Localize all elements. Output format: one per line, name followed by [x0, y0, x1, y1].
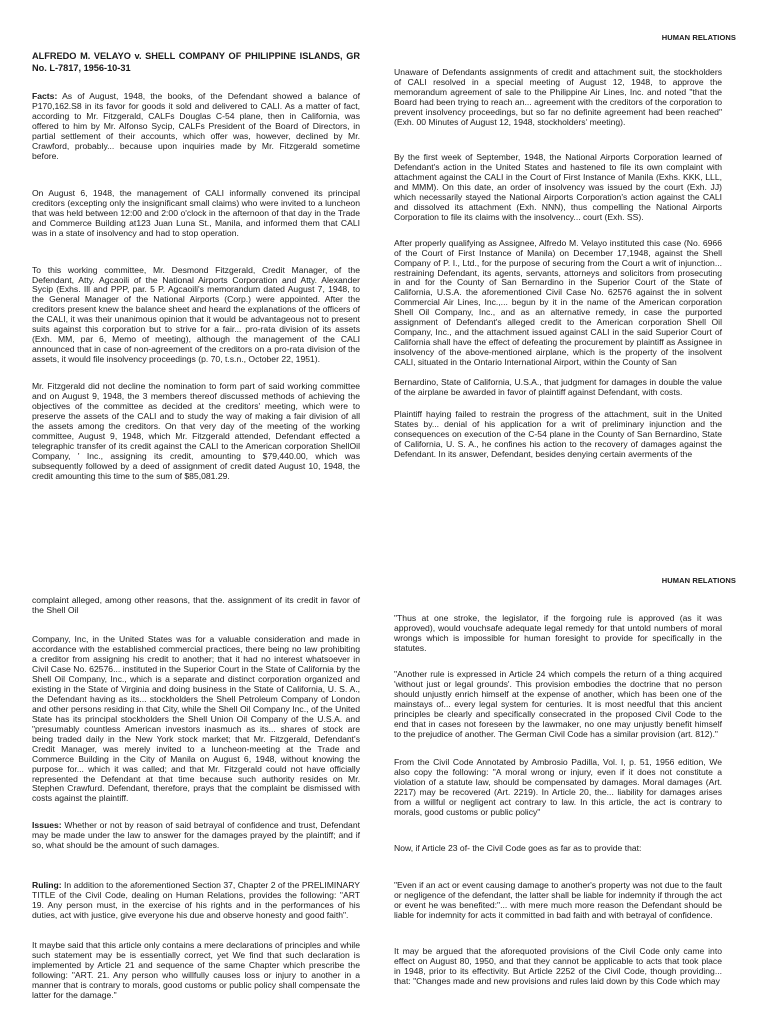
- issues-text: Whether or not by reason of said betrayal of confidence and trust, Defendant may be made under the law to answer for the damages prayed by the plaintiff; and if so, what should be the amount of such damages.: [32, 820, 360, 851]
- right-column: [394, 68, 722, 477]
- paragraph: "Even if an act or event causing damage to another's property was not due to the fault or negligence of the defendant, the latter shall be liable for indemnity if through the act or event he was benefited:"... with mere much more reason the Defendant should be liable for indemnity for acts it committed in bad faith and with betrayal of confidence.: [394, 880, 722, 921]
- paragraph-facts: [32, 92, 360, 162]
- facts-text: As of August, 1948, the books, of the Defendant showed a balance of P170,162.S8 in its favor for goods it sold and delivered to CALI. As a matter of fact, according to Mr. Fitzgerald, CALFs Douglas C-54 plane, then in California, was offered to him by Mr. Alfonso Sycip, CALFs President of the Board of Directors, in partial settlement of their accounts, which offer was, however, declined by Mr. Crawford, probably... because upon inquiries made by Mr. Fitzgerald sometime before.: [32, 90, 360, 161]
- paragraph: By the first week of September, 1948, the National Airports Corporation learned of Defendant's action in the United States and hastened to file its own complaint with attachment against the CALI in the Court of First Instance of Manila (Exhs. KKK, LLL, and MMM). On this date, an order of insolvency was issued by the court (Exh. JJ) which necessarily stayed the National Airports Corporation's action against the CALI and dissolved its attachment (Exh. NNN), thus compelling the National Airports Corporation to file its claims with the insolvency... court (Exh. SS).: [394, 151, 722, 222]
- paragraph: Now, if Article 23 of- the Civil Code goes as far as to provide that:: [394, 843, 642, 854]
- paragraph: Company, Inc, in the United States was for a valuable consideration and made in accordance with the established commercial practices, there being no law prohibiting a creditor from assigning his credit to another; that it had no interest whatsoever in Civil Case No. 62576... instituted in the Superior Court in the State of California by the Shell Oil Company, Inc., which is a separate and distinct corporation organized and existing in the State of Virginia and doing business in the State of California, U. S. A., the Defendant having as its... stockholders the Shell Petroleum Company of London and other persons residing in that City, while the Shell Oil Company Inc., of the United State has its principal stockholders the Shell Union Oil Company of the U.S.A. and "presumably countless American investors inasmuch as its... shares of stock are being traded daily in the New York stock market; that Mr. Fitzgerald, Defendant's Credit Manager, was merely invited to a luncheon-meeting at the Trade and Commerce Building in the City of Manila on August 6, 1948, without knowing the purpose for... which it was called; and that Mr. Fitzgerald could not have officially represented the Defendant at that time because such authority resides on Mr. Stephen Crawfurd. Defendant, therefore, prays that the complaint be dismissed with costs against the plaintiff.: [32, 633, 360, 804]
- paragraph: complaint alleged, among other reasons, that the. assignment of its credit in favor of the Shell Oil: [32, 595, 360, 615]
- ruling-text: In addition to the aforementioned Section 37, Chapter 2 of the PRELIMINARY TITLE of the Civil Code, dealing on Human Relations, provides the following: "ART 19. Any person must, in the exercise of his rights and in the performances of his duties, act with justice, give everyone his due and observe honesty and good faith".: [32, 880, 360, 921]
- page-header: HUMAN RELATIONS: [661, 576, 736, 585]
- paragraph: Bernardino, State of California, U.S.A., that judgment for damages in double the value of the airplane be awarded in favor of plaintiff against Defendant, with costs.: [394, 377, 722, 398]
- paragraph: Plaintiff haying failed to restrain the progress of the attachment, suit in the United States by... denial of his application for a writ of preliminary injunction and the consequences on execution of the C-54 plane in the County of San Bernardino, State of California, U. S. A., he confines his action to the recovery of damages against the Defendant. In its answer, Defendant, besides denying certain averments of the: [394, 409, 722, 459]
- document-page-2: [0, 512, 768, 1024]
- paragraph: Unaware of Defendants assignments of credit and attachment suit, the stockholders of CALI resolved in a special meeting of August 12, 1948, to approve the memorandum agreement of sale to the Philippine Air Lines, Inc. and noted "that the Board had been trying to reach an... agreement with the creditors of the corporation to prevent insolvency proceedings, but so far no definite agreement had been reached" (Exh. 00 Minutes of August 12, 1948, stockholders' meeting).: [394, 67, 722, 127]
- case-title: ALFREDO M. VELAYO v. SHELL COMPANY OF PHILIPPINE ISLANDS, GR No. L-7817, 1956-10-31: [32, 51, 360, 73]
- paragraph: It may be argued that the aforequoted provisions of the Civil Code only came into effect on August 80, 1950, and that they cannot be applicable to acts that took place in 1948, prior to its effectivity. But Article 2252 of the Civil Code, though providing... that: "Changes made and new provisions and rules laid down by this Code which may: [394, 946, 722, 987]
- left-column: [32, 596, 360, 1018]
- facts-label: Facts:: [32, 90, 58, 101]
- paragraph: "Thus at one stroke, the legislator, if the forgoing rule is approved (as it was approved), would vouchsafe adequate legal remedy for that untold numbers of moral wrongs which is impossible for human foresight to provide for specifically in the statutes.: [394, 613, 722, 653]
- paragraph-issues: [32, 821, 360, 851]
- paragraph: From the Civil Code Annotated by Ambrosio Padilla, Vol. I, p. 51, 1956 edition, We also copy the following: "A moral wrong or injury, even if it does not constitute a violation of a statute law, should be compensated by damages. Moral damages (Art. 2217) may be recovered (Art. 2219). In Article 20, the... liability for damages arises from a willful or negligent act contrary to law. In this article, the act is contrary to morals, good customs or public policy": [394, 756, 722, 817]
- paragraph-ruling: [32, 881, 360, 921]
- paragraph: On August 6, 1948, the management of CALI informally convened its principal creditors (excepting only the insignificant small claims) who were invited to a luncheon that was held between 12:00 and 2:00 o'clock in the afternoon of that day in the Trade and Commerce Building at123 Juan Luna St., Manila, and informed them that CALI was in a state of insolvency and had to stop operation.: [32, 187, 360, 238]
- issues-label: Issues:: [32, 820, 62, 831]
- page-header: HUMAN RELATIONS: [661, 33, 736, 42]
- paragraph: "Another rule is expressed in Article 24 which compels the return of a thing acquired 'without just or legal grounds'. This provision embodies the doctrine that no person should unjustly enrich himself at the expense of another, which has been one of the mainstays of... every legal system for centuries. It is most needful that this ancient principles be clearly and specifically consecrated in the proposed Civil Code to the end that in cases not foreseen by the lawmaker, no one may unjustly benefit himself to the prejudice of another. The German Civil Code has a similar provision (art. 812).": [394, 668, 722, 739]
- left-column: [32, 51, 360, 499]
- paragraph: After properly qualifying as Assignee, Alfredo M. Velayo instituted this case (No. 6966 of the Court of First Instance of Manila) on December 17,1948, against the Shell Company of P. I., Ltd., for the purpose of securing from the Court a writ of injunction... restraining Defendant, its agents, servants, attorneys and solicitors from prosecuting in and for the County of San Bernardino in the Superior Court of the State of California, U.S.A. the aforementioned Civil Case No. 62576 against the in solvent Commercial Air Lines, Inc.,... begun by it in the name of the American corporation Shell Oil Company, Inc., and as an alternative remedy, in case the purported assignment of Defendant's alleged credit to the American corporation Shell Oil Company, Inc., and the attachment issued against CALI in the said Superior Court of California shall have the effect of defeating the procurement by plaintiff as Assignee in insolvency of the above-mentioned airplane, which is the property of the insolvent CALI, situated in the Ontario International Airport, within the County of San: [394, 237, 722, 368]
- paragraph: Mr. Fitzgerald did not decline the nomination to form part of said working committee and on August 9, 1948, the 3 members thereof discussed methods of achieving the objectives of the committee as decided at the creditors' meeting, which were to preserve the assets of the CALI and to study the way of making a fair division of all the assets among the creditors. On that very day of the meeting of the working committee, August 9, 1948, which Mr. Fitzgerald attended, Defendant effected a telegraphic transfer of its credit against the CALI to the American corporation ShellOil Company, ' Inc., assigning its credit, amounting to $79,440.00, which was subsequently followed by a deed of assignment of credit dated August 10, 1948, the credit amounting this time to the sum of $85,081.29.: [32, 381, 360, 481]
- right-column: [394, 614, 722, 1004]
- paragraph: It maybe said that this article only contains a mere declarations of principles and while such statement may be is essentially correct, yet We find that such declaration is implemented by Article 21 and sequence of the same Chapter which prescribe the following: "ART. 21. Any person who willfully causes loss or injury to another in a manner that is contrary to morals, good customs or public policy shall compensate the latter for the damage.": [32, 940, 360, 1001]
- ruling-label: Ruling:: [32, 880, 62, 891]
- paragraph: To this working committee, Mr. Desmond Fitzgerald, Credit Manager, of the Defendant, Atty. Agcaoili of the National Airports Corporation and Atty. Alexander Sycip (Exhs. Ill and PPP, par. 5 P. Agcaoili's memorandum dated August 7, 1948, to the General Manager of the National Airports (Corp.) were appointed. After the creditors present knew the balance sheet and heard the explanations of the officers of the CALI, it was their unanimous opinion that it would be advantageous not to present suits against this corporation but to strive for a fair... pro-rata division of its assets (Exh. MM, par 6, Memo of meeting), although the management of the CALI announced that in case of non-agreement of the creditors on a pro-rata division of the assets, it would file insolvency proceedings (p. 70, t.s.n., October 22, 1951).: [32, 264, 360, 365]
